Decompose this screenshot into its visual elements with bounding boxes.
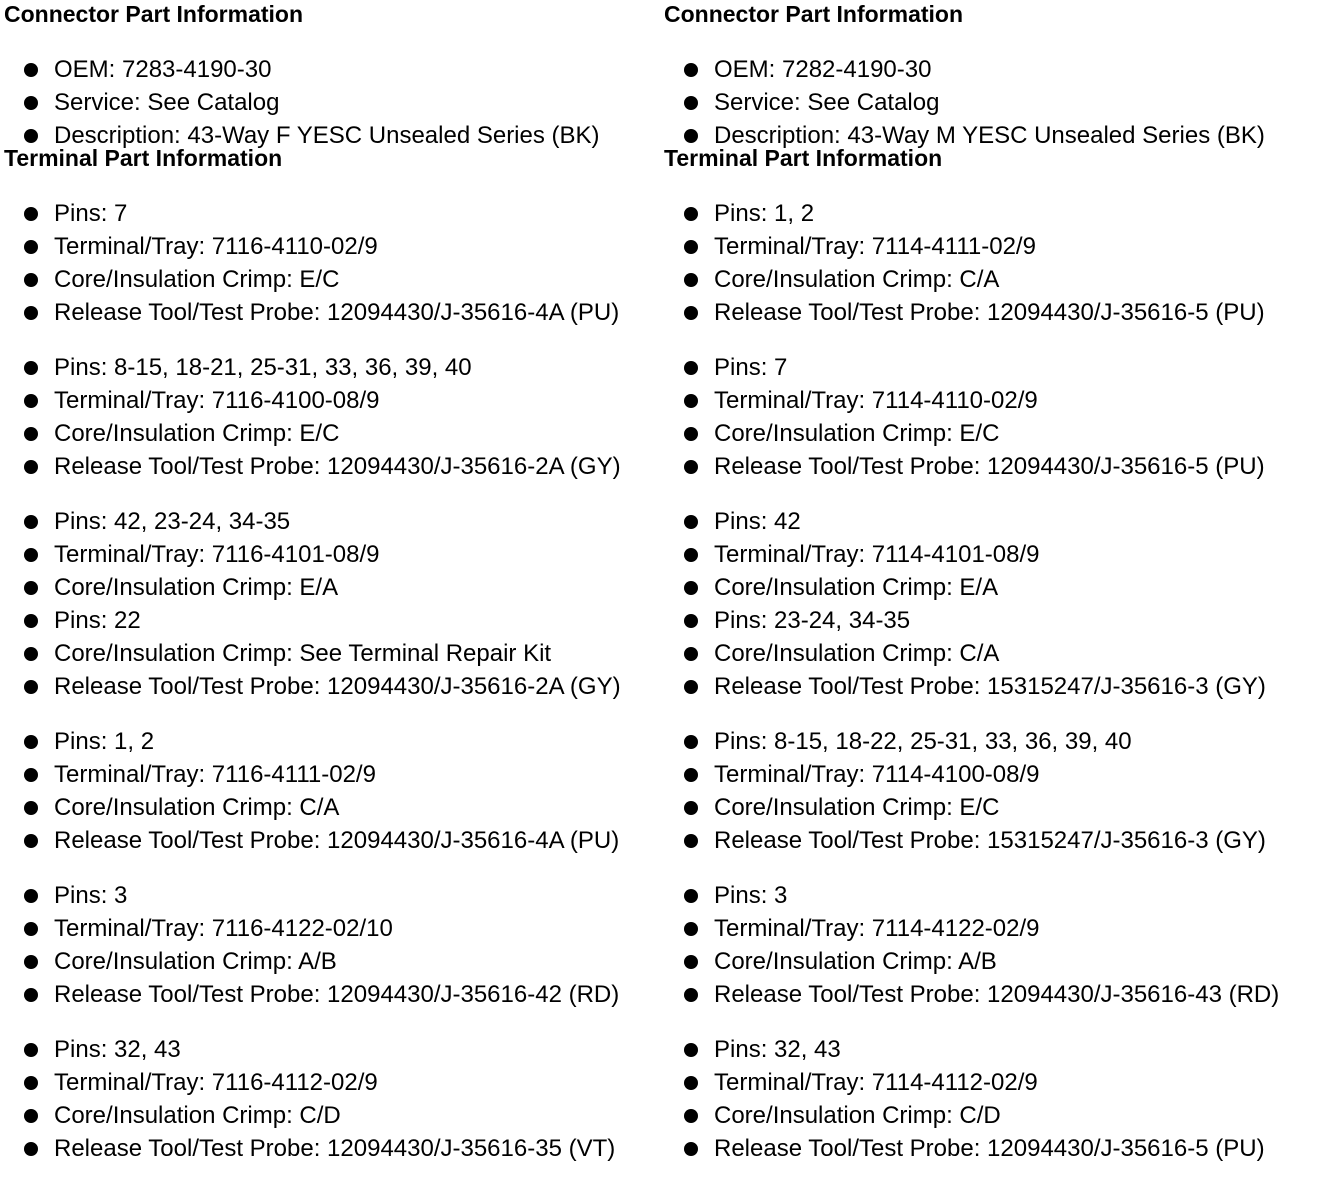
bullet-icon (684, 361, 698, 375)
list-item-text: Pins: 22 (54, 607, 141, 634)
terminal-info-item (0, 298, 660, 331)
list-item-text: Pins: 8-15, 18-21, 25-31, 33, 36, 39, 40 (54, 354, 472, 381)
bullet-icon (24, 1142, 38, 1156)
bullet-icon (24, 955, 38, 969)
terminal-info-item (0, 1134, 660, 1167)
list-item-text: Core/Insulation Crimp: A/B (714, 948, 997, 975)
terminal-info-item (0, 639, 660, 672)
list-item-text: Core/Insulation Crimp: E/C (714, 794, 1000, 821)
list-item-text: Core/Insulation Crimp: C/A (54, 794, 340, 821)
bullet-icon (684, 63, 698, 77)
list-item-text: Pins: 8-15, 18-22, 25-31, 33, 36, 39, 40 (714, 728, 1132, 755)
bullet-icon (684, 1142, 698, 1156)
terminal-info-item (660, 452, 1320, 485)
terminal-info-item (0, 573, 660, 606)
bullet-icon (684, 834, 698, 848)
terminal-info-item (660, 1134, 1320, 1167)
terminal-info-item (660, 1035, 1320, 1068)
list-item-text: Core/Insulation Crimp: E/C (714, 420, 1000, 447)
terminal-info-item (660, 1101, 1320, 1134)
list-item-text: OEM: 7283-4190-30 (54, 56, 272, 83)
terminal-info-item (0, 1101, 660, 1134)
bullet-icon (684, 680, 698, 694)
list-item-text: Terminal/Tray: 7116-4101-08/9 (54, 541, 380, 568)
list-item-text: Pins: 42, 23-24, 34-35 (54, 508, 291, 535)
list-item-text: OEM: 7282-4190-30 (714, 56, 932, 83)
bullet-icon (24, 96, 38, 110)
list-item-text: Release Tool/Test Probe: 12094430/J-35616-4A (PU) (54, 827, 620, 854)
list-item-text: Release Tool/Test Probe: 12094430/J-35616-5 (PU) (714, 299, 1265, 326)
list-item-text: Service: See Catalog (54, 89, 280, 116)
terminal-info-item (660, 573, 1320, 606)
bullet-icon (684, 955, 698, 969)
terminal-info-item (0, 232, 660, 265)
bullet-icon (684, 515, 698, 529)
terminal-info-item (0, 672, 660, 705)
bullet-icon (24, 361, 38, 375)
bullet-icon (684, 240, 698, 254)
bullet-icon (684, 207, 698, 221)
bullet-icon (24, 273, 38, 287)
bullet-icon (24, 306, 38, 320)
bullet-icon (24, 647, 38, 661)
terminal-info-item (0, 760, 660, 793)
terminal-info-item (660, 606, 1320, 639)
connector-part-heading: Connector Part Information (4, 1, 304, 27)
bullet-icon (684, 460, 698, 474)
list-item-text: Pins: 1, 2 (714, 200, 815, 227)
list-item-text: Core/Insulation Crimp: A/B (54, 948, 337, 975)
bullet-icon (24, 834, 38, 848)
list-item-text: Core/Insulation Crimp: See Terminal Repair Kit (54, 640, 552, 667)
bullet-icon (24, 1076, 38, 1090)
list-item-text: Release Tool/Test Probe: 12094430/J-35616-35 (VT) (54, 1135, 616, 1162)
list-item-text: Terminal/Tray: 7116-4112-02/9 (54, 1069, 378, 1096)
list-item-text: Terminal/Tray: 7114-4122-02/9 (714, 915, 1040, 942)
list-item-text: Core/Insulation Crimp: C/A (714, 266, 1000, 293)
list-item-text: Release Tool/Test Probe: 15315247/J-35616-3 (GY) (714, 827, 1266, 854)
bullet-icon (684, 581, 698, 595)
terminal-info-item (660, 980, 1320, 1013)
bullet-icon (684, 306, 698, 320)
list-item-text: Terminal/Tray: 7114-4112-02/9 (714, 1069, 1038, 1096)
bullet-icon (24, 768, 38, 782)
terminal-info-item (660, 947, 1320, 980)
terminal-info-item (660, 419, 1320, 452)
terminal-info-item (660, 265, 1320, 298)
bullet-icon (684, 273, 698, 287)
right-column (660, 0, 1320, 1182)
terminal-info-item (660, 199, 1320, 232)
terminal-info-item (0, 353, 660, 386)
bullet-icon (684, 1076, 698, 1090)
terminal-info-item (0, 507, 660, 540)
list-item-text: Core/Insulation Crimp: C/D (54, 1102, 341, 1129)
list-item-text: Pins: 3 (714, 882, 788, 909)
list-item-text: Core/Insulation Crimp: E/C (54, 420, 340, 447)
bullet-icon (684, 129, 698, 143)
list-item-text: Terminal/Tray: 7116-4111-02/9 (54, 761, 376, 788)
terminal-info-item (0, 1035, 660, 1068)
list-item-text: Service: See Catalog (714, 89, 940, 116)
left-column (0, 0, 660, 1182)
list-item-text: Terminal/Tray: 7114-4101-08/9 (714, 541, 1040, 568)
terminal-info-item (0, 793, 660, 826)
terminal-info-item (0, 980, 660, 1013)
bullet-icon (684, 768, 698, 782)
terminal-info-item (0, 419, 660, 452)
bullet-icon (684, 96, 698, 110)
terminal-info-item (660, 298, 1320, 331)
bullet-icon (24, 460, 38, 474)
terminal-info-item (660, 386, 1320, 419)
list-item-text: Pins: 1, 2 (54, 728, 155, 755)
bullet-icon (684, 548, 698, 562)
list-item-text: Core/Insulation Crimp: C/A (714, 640, 1000, 667)
terminal-info-item (660, 727, 1320, 760)
terminal-info-item (0, 265, 660, 298)
list-item-text: Description: 43-Way F YESC Unsealed Series (BK) (54, 122, 600, 149)
list-item-text: Release Tool/Test Probe: 12094430/J-35616-42 (RD) (54, 981, 620, 1008)
list-item-text: Terminal/Tray: 7116-4110-02/9 (54, 233, 378, 260)
terminal-info-item (660, 793, 1320, 826)
terminal-info-item (0, 727, 660, 760)
connector-info-item (0, 88, 660, 121)
terminal-info-item (660, 760, 1320, 793)
terminal-info-item (0, 386, 660, 419)
bullet-icon (684, 988, 698, 1002)
terminal-info-item (0, 914, 660, 947)
bullet-icon (684, 889, 698, 903)
bullet-icon (24, 680, 38, 694)
bullet-icon (24, 922, 38, 936)
list-item-text: Core/Insulation Crimp: E/A (714, 574, 999, 601)
bullet-icon (24, 614, 38, 628)
bullet-icon (24, 548, 38, 562)
list-item-text: Pins: 7 (54, 200, 128, 227)
list-item-text: Release Tool/Test Probe: 12094430/J-35616-4A (PU) (54, 299, 620, 326)
terminal-info-item (660, 914, 1320, 947)
list-item-text: Release Tool/Test Probe: 15315247/J-35616-3 (GY) (714, 673, 1266, 700)
list-item-text: Release Tool/Test Probe: 12094430/J-35616-5 (PU) (714, 453, 1265, 480)
bullet-icon (24, 581, 38, 595)
connector-info-item (660, 55, 1320, 88)
terminal-info-item (0, 1068, 660, 1101)
list-item-text: Terminal/Tray: 7116-4100-08/9 (54, 387, 380, 414)
bullet-icon (24, 801, 38, 815)
terminal-info-item (0, 452, 660, 485)
list-item-text: Core/Insulation Crimp: E/A (54, 574, 339, 601)
list-item-text: Terminal/Tray: 7114-4110-02/9 (714, 387, 1038, 414)
bullet-icon (684, 922, 698, 936)
terminal-info-item (660, 507, 1320, 540)
bullet-icon (24, 1043, 38, 1057)
terminal-info-item (660, 639, 1320, 672)
list-item-text: Terminal/Tray: 7114-4100-08/9 (714, 761, 1040, 788)
list-item-text: Pins: 23-24, 34-35 (714, 607, 911, 634)
bullet-icon (684, 394, 698, 408)
list-item-text: Core/Insulation Crimp: E/C (54, 266, 340, 293)
bullet-icon (24, 240, 38, 254)
bullet-icon (684, 614, 698, 628)
terminal-info-item (0, 606, 660, 639)
bullet-icon (684, 1109, 698, 1123)
list-item-text: Pins: 7 (714, 354, 788, 381)
list-item-text: Description: 43-Way M YESC Unsealed Series (BK) (714, 122, 1265, 149)
terminal-info-item (660, 540, 1320, 573)
list-item-text: Terminal/Tray: 7114-4111-02/9 (714, 233, 1036, 260)
terminal-info-item (660, 353, 1320, 386)
bullet-icon (24, 129, 38, 143)
terminal-part-heading: Terminal Part Information (4, 145, 283, 171)
terminal-part-heading: Terminal Part Information (664, 145, 943, 171)
connector-info-item (660, 88, 1320, 121)
terminal-info-item (660, 826, 1320, 859)
bullet-icon (684, 647, 698, 661)
terminal-info-item (0, 540, 660, 573)
list-item-text: Pins: 42 (714, 508, 801, 535)
bullet-icon (24, 207, 38, 221)
connector-part-heading: Connector Part Information (664, 1, 964, 27)
bullet-icon (684, 801, 698, 815)
terminal-info-item (660, 672, 1320, 705)
list-item-text: Core/Insulation Crimp: C/D (714, 1102, 1001, 1129)
terminal-info-item (660, 881, 1320, 914)
terminal-info-item (0, 199, 660, 232)
terminal-info-item (660, 1068, 1320, 1101)
terminal-info-item (0, 826, 660, 859)
bullet-icon (24, 988, 38, 1002)
bullet-icon (24, 1109, 38, 1123)
list-item-text: Pins: 32, 43 (714, 1036, 841, 1063)
list-item-text: Release Tool/Test Probe: 12094430/J-35616-2A (GY) (54, 673, 621, 700)
connector-info-item (0, 55, 660, 88)
bullet-icon (684, 1043, 698, 1057)
bullet-icon (24, 889, 38, 903)
bullet-icon (684, 427, 698, 441)
list-item-text: Release Tool/Test Probe: 12094430/J-35616-2A (GY) (54, 453, 621, 480)
list-item-text: Pins: 32, 43 (54, 1036, 181, 1063)
list-item-text: Pins: 3 (54, 882, 128, 909)
bullet-icon (24, 515, 38, 529)
terminal-info-item (0, 947, 660, 980)
bullet-icon (24, 63, 38, 77)
terminal-info-item (660, 232, 1320, 265)
list-item-text: Release Tool/Test Probe: 12094430/J-35616-5 (PU) (714, 1135, 1265, 1162)
terminal-info-item (0, 881, 660, 914)
bullet-icon (24, 394, 38, 408)
bullet-icon (24, 735, 38, 749)
list-item-text: Terminal/Tray: 7116-4122-02/10 (54, 915, 393, 942)
bullet-icon (24, 427, 38, 441)
bullet-icon (684, 735, 698, 749)
list-item-text: Release Tool/Test Probe: 12094430/J-35616-43 (RD) (714, 981, 1280, 1008)
